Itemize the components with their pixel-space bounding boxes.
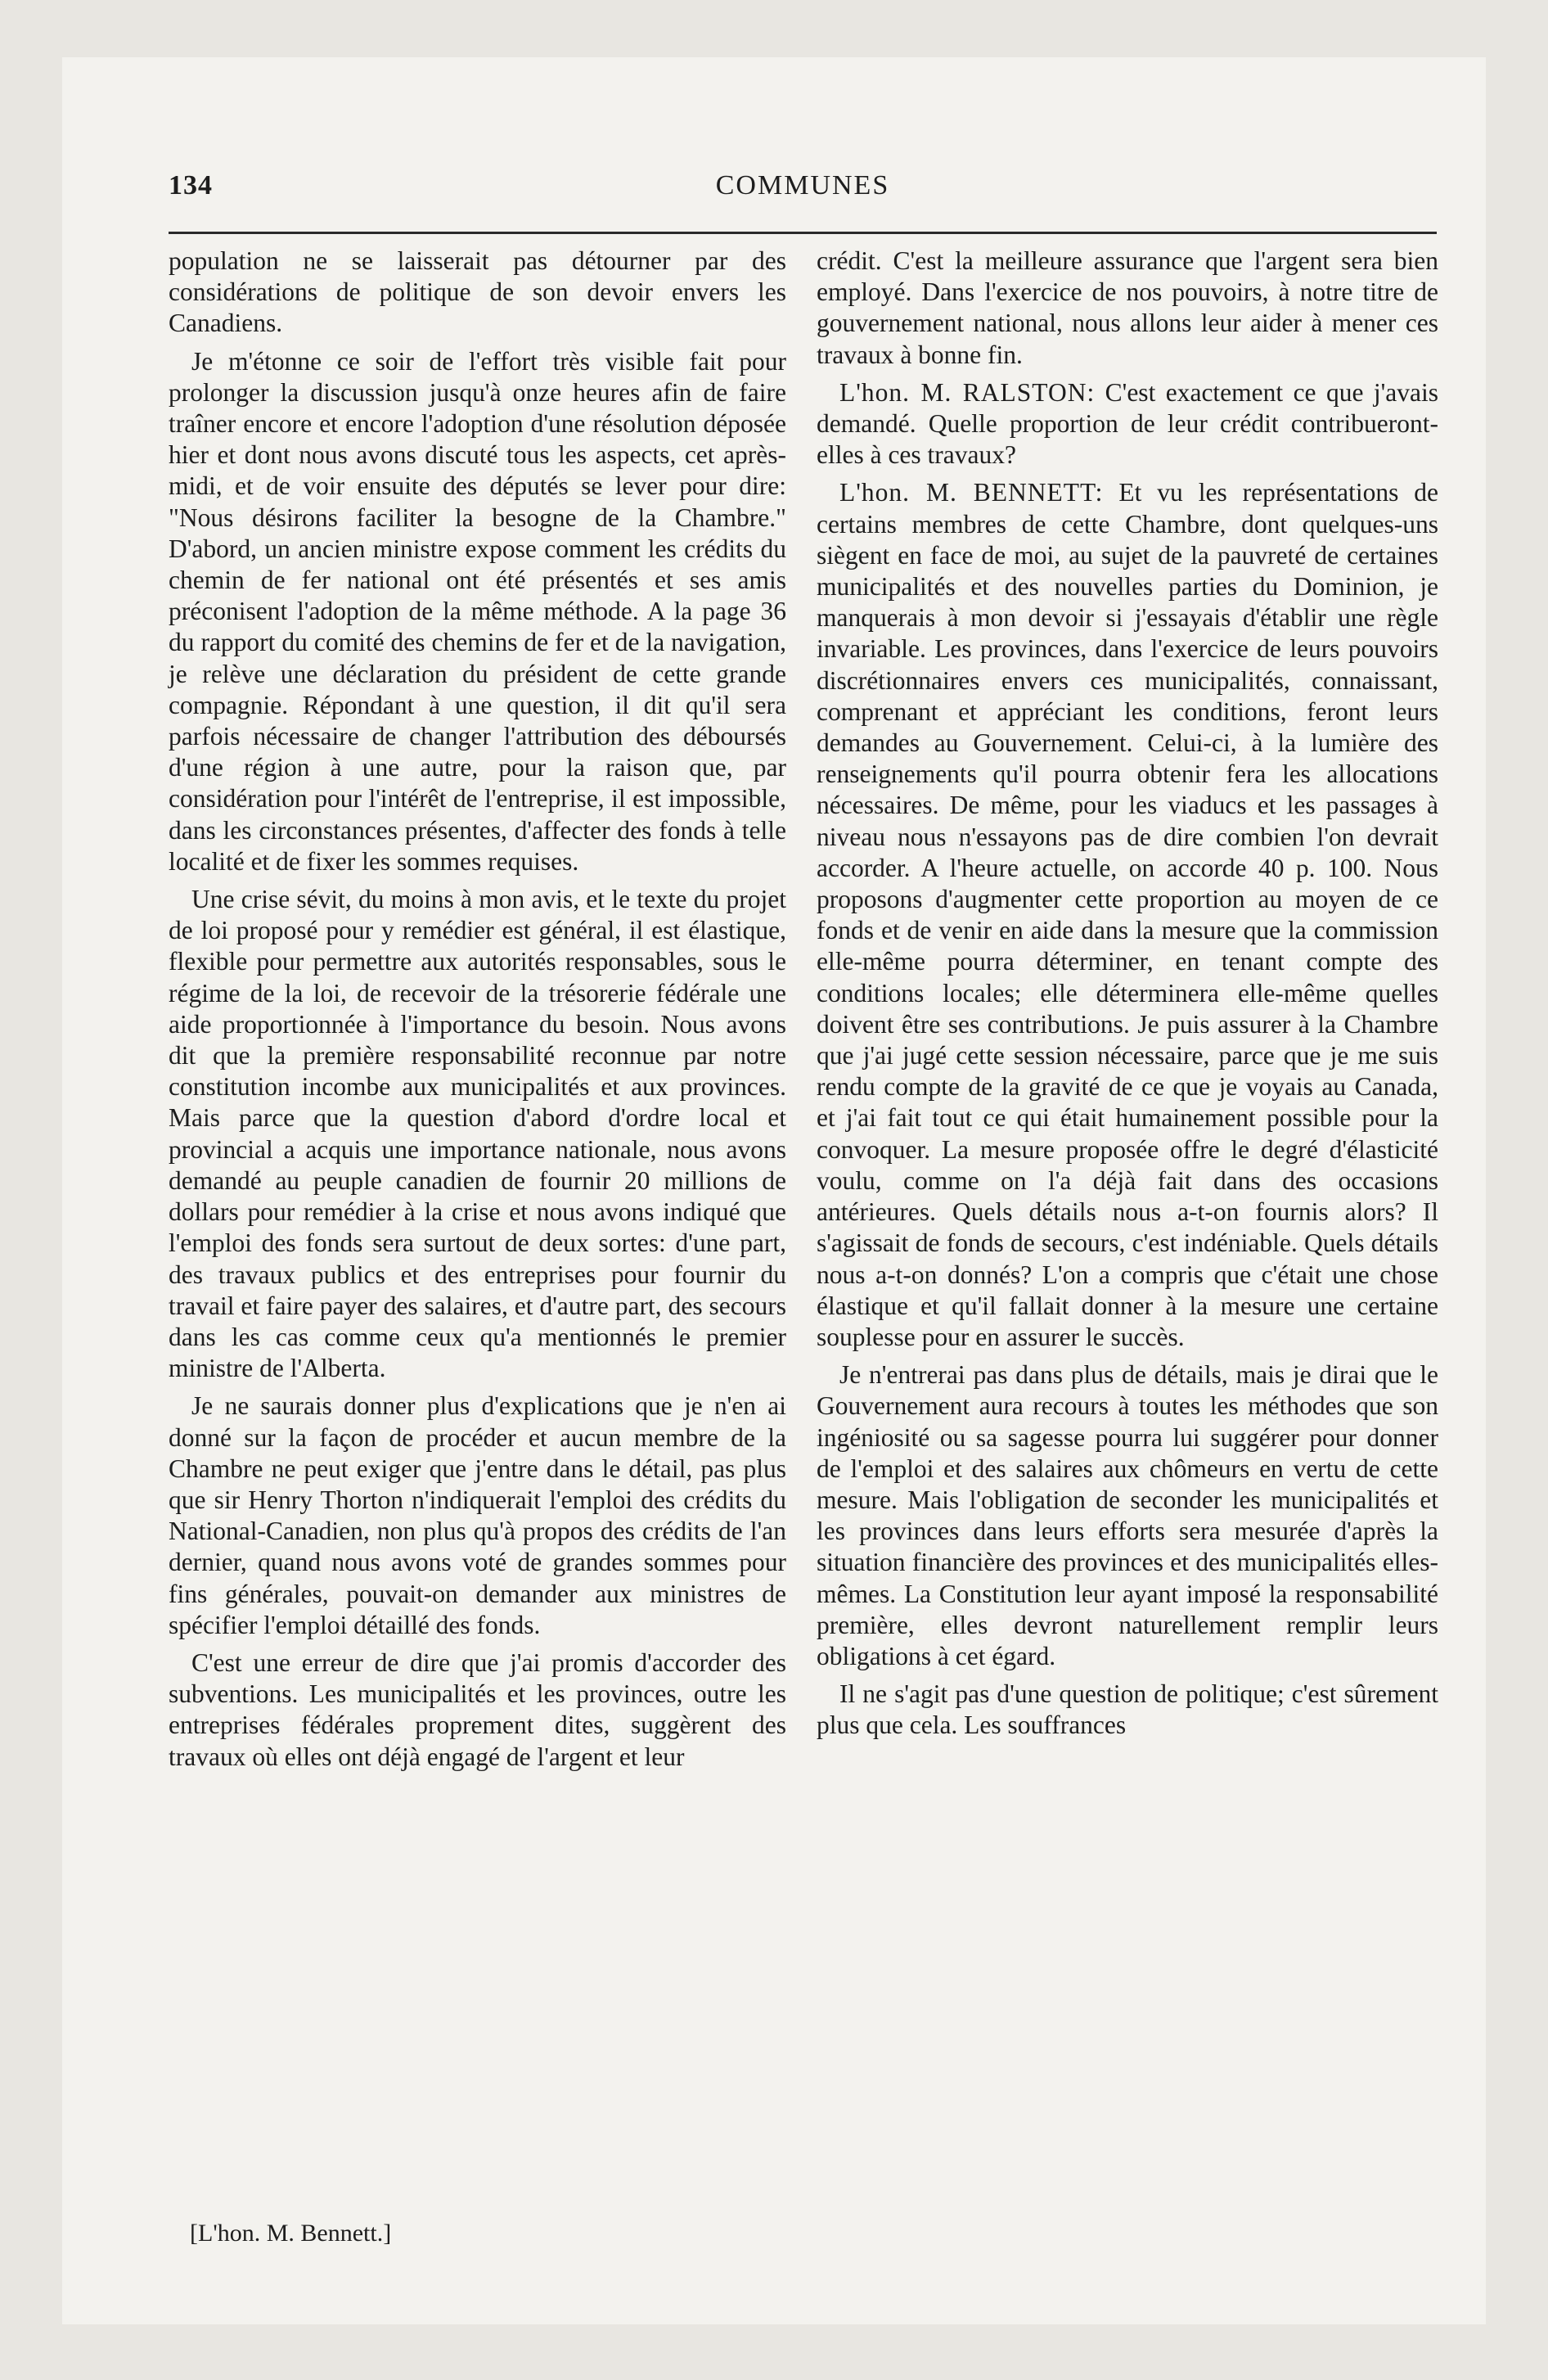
paragraph: Une crise sévit, du moins à mon avis, et le texte du projet de loi proposé pour y remédier est général, il est élastique, flexible pour permettre aux autorités responsables, sous le régime de la loi, de recevoir de la trésorerie fédérale une aide proportionnée à l'importance du besoin. Nous avons dit que la première responsabilité reconnue par notre constitution incombe aux municipalités et aux provinces. Mais parce que la question d'abord d'ordre local et provincial a acquis une importance nationale, nous avons demandé au peuple canadien de fournir 20 millions de dollars pour remédier à la crise et nous avons indiqué que l'emploi des fonds sera surtout de deux sortes: d'une part, des travaux publics et des entreprises pour fournir du travail et faire payer des salaires, et d'autre part, des secours dans les cas comme ceux qu'a mentionnés le premier ministre de l'Alberta. bbox=[169, 885, 786, 1383]
page-header bbox=[169, 170, 1437, 211]
running-head: COMMUNES bbox=[715, 170, 890, 201]
speaker-name: L'hon. M. BENNETT: bbox=[839, 478, 1104, 507]
header-rule bbox=[169, 232, 1437, 234]
paragraph: crédit. C'est la meilleure assurance que l'argent sera bien employé. Dans l'exercice de nos pouvoirs, à notre titre de gouvernement national, nous allons leur aider à mener ces travaux à bonne fin. bbox=[817, 246, 1438, 369]
left-column bbox=[169, 246, 786, 1779]
page-number: 134 bbox=[169, 170, 213, 201]
speech-paragraph bbox=[817, 377, 1438, 471]
paragraph: C'est une erreur de dire que j'ai promis d'accorder des subventions. Les municipalités et les provinces, outre les entreprises fédérales proprement dites, suggèrent des travaux où elles ont déjà engagé de l'argent et leur bbox=[169, 1648, 786, 1771]
speech-paragraph bbox=[817, 477, 1438, 1353]
paragraph: Je m'étonne ce soir de l'effort très visible fait pour prolonger la discussion jusqu'à onze heures afin de faire traîner encore et encore l'adoption d'une résolution déposée hier et dont nous avons discuté tous les aspects, cet après-midi, et de voir ensuite des députés se lever pour dire: "Nous désirons faciliter la besogne de la Chambre." D'abord, un ancien ministre expose comment les crédits du chemin de fer national ont été présentés et ses amis préconisent l'adoption de la même méthode. A la page 36 du rapport du comité des chemins de fer et de la navigation, je relève une déclaration du président de cette grande compagnie. Répondant à une question, il dit qu'il sera parfois nécessaire de changer l'attribution des déboursés d'une région à une autre, pour la raison que, par considération pour l'intérêt de l'entreprise, il est impossible, dans les circonstances présentes, d'affecter des fonds à telle localité et de fixer les sommes requises. bbox=[169, 346, 786, 876]
paragraph: population ne se laisserait pas détourner par des considérations de politique de son devoir envers les Canadiens. bbox=[169, 246, 786, 338]
speaker-name: L'hon. M. RALSTON: bbox=[839, 377, 1096, 407]
paragraph: Il ne s'agit pas d'une question de politique; c'est sûrement plus que cela. Les souffrances bbox=[817, 1679, 1438, 1740]
paragraph: Je ne saurais donner plus d'explications que je n'en ai donné sur la façon de procéder et aucun membre de la Chambre ne peut exiger que j'entre dans le détail, pas plus que sir Henry Thorton n'indiquerait l'emploi des crédits du National-Canadien, non plus qu'à propos des crédits de l'an dernier, quand nous avons voté de grandes sommes pour fins générales, pouvait-on demander aux ministres de spécifier l'emploi détaillé des fonds. bbox=[169, 1391, 786, 1639]
right-column bbox=[817, 246, 1438, 1748]
paragraph: Je n'entrerai pas dans plus de détails, mais je dirai que le Gouvernement aura recours à toutes les méthodes que son ingéniosité ou sa sagesse pourra lui suggérer pour donner de l'emploi et des salaires aux chômeurs en vertu de cette mesure. Mais l'obligation de seconder les municipalités et les provinces dans leurs efforts sera mesurée d'après la situation financière des provinces et des municipalités elles-mêmes. La Constitution leur ayant imposé la responsabilité première, elles devront naturellement remplir leurs obligations à cet égard. bbox=[817, 1360, 1438, 1670]
speaker-attribution: [L'hon. M. Bennett.] bbox=[190, 2220, 392, 2247]
speech-text: C'est exactement ce que j'avais demandé. Quelle proportion de leur crédit contribueront-elles à ces travaux? bbox=[817, 377, 1438, 470]
speech-text: Et vu les représentations de certains membres de cette Chambre, dont quelques-uns siègent en face de moi, au sujet de la pauvreté de certaines municipalités et des nouvelles parties du Dominion, je manquerais à mon devoir si j'essayais d'établir une règle invariable. Les provinces, dans l'exercice de leurs pouvoirs discrétionnaires envers ces municipalités, connaissant, comprenant et appréciant les conditions, feront leurs demandes au Gouvernement. Celui-ci, à la lumière des renseignements qu'il pourra obtenir fera les allocations nécessaires. De même, pour les viaducs et les passages à niveau nous n'essayons pas de dire combien l'on devrait accorder. A l'heure actuelle, on accorde 40 p. 100. Nous proposons d'augmenter cette proportion au moyen de ce fonds et de venir en aide dans la mesure que la commission elle-même pourra déterminer, en tenant compte des conditions locales; elle déterminera elle-même quelles doivent être ses contributions. Je puis assurer à la Chambre que j'ai jugé cette session nécessaire, parce que je me suis rendu compte de la gravité de ce que je voyais au Canada, et j'ai fait tout ce qui était humainement possible pour la convoquer. La mesure proposée offre le degré d'élasticité voulu, comme on l'a déjà fait dans des occasions antérieures. Quels détails nous a-t-on fournis alors? Il s'agissait de fonds de secours, c'est indéniable. Quels détails nous a-t-on donnés? L'on a compris que c'était une chose élastique et qu'il fallait donner à la mesure une certaine souplesse pour en assurer le succès. bbox=[817, 478, 1438, 1351]
